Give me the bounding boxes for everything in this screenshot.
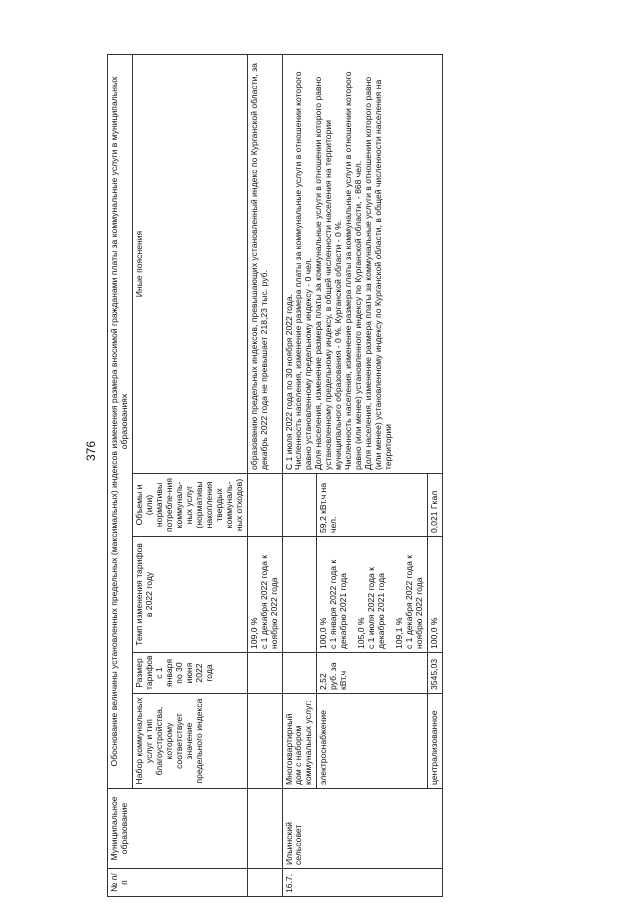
header-volume: Объемы и (или) нормативы потребле-ния коммуналь-ных услуг (нормативы накопления твердых коммуналь-ных отходов)	[132, 474, 247, 537]
cell-municipality	[247, 789, 282, 869]
cell-municipality: Ильинский сельсовет	[282, 789, 443, 869]
cell-volume: 0,021 Гкал	[428, 474, 443, 537]
header-size: Размер тарифов с 1 января по 30 июня 2022 года	[132, 653, 247, 694]
header-municipality: Муниципальное образование	[108, 789, 248, 869]
cell-size	[247, 653, 282, 694]
header-notes: Иные пояснения	[132, 55, 247, 474]
cell-notes: образованию предельных индексов, превышающих установленный индекс по Курганской области, за декабрь 2022 года не превышает 218,23 тыс. руб.	[247, 55, 282, 474]
page-number: 376	[84, 440, 98, 462]
cell-rate: 109,0 % с 1 декабря 2022 года к ноябрю 2022 года	[247, 537, 282, 653]
table-row	[247, 55, 282, 897]
cell-rate	[282, 537, 317, 653]
cell-notes: С 1 июля 2022 года по 30 ноября 2022 года. Численность населения, изменение размера платы за коммунальные услуги в отношении которого равно установленному предельному индексу - 0 чел. Доля населения, изменение размера платы за коммунальные услуги в отношении которого равно установленному предельному индексу, в общей численности населения на территории муниципального образования - 0 %. Курганской области - 0 %. Численность населения, изменение размера платы за коммунальные услуги в отношении которого равно (или менее) установленного индексу по Курганской области, - 868 чел. Доля населения, изменение размера платы за коммунальные услуги в отношении которого равно (или менее) установленному индексу по Курганской области, в общей численности населения на территории	[282, 55, 443, 474]
header-group-title: Обоснование величины установленных предельных (максимальных) индексов изменения размера вносимой гражданами платы за коммунальные услуги в муниципальных образованиях	[108, 55, 133, 789]
rate-part-2: 105,0 % с 1 июля 2022 года к декабрю 2021 года	[356, 567, 387, 649]
cell-set	[247, 694, 282, 789]
header-rate: Темп изменения тарифов в 2022 году	[132, 537, 247, 653]
header-row-1	[108, 55, 133, 897]
header-set: Набор коммунальных услуг и тип благоустройства, которому соответствует значение предельного индекса	[132, 694, 247, 789]
cell-volume: 59,2 кВт.ч на чел.	[317, 474, 428, 537]
cell-num: 16.7.	[282, 869, 443, 897]
cell-size: 2,52 руб. за кВт.ч	[317, 653, 428, 694]
rate-part-3: 109,1 % с 1 декабря 2022 года к ноябрю 2022 года	[394, 554, 425, 649]
header-row-2	[132, 55, 247, 897]
cell-set: централизованное	[428, 694, 443, 789]
cell-rate: 100,0 %	[428, 537, 443, 653]
table-row	[282, 55, 317, 897]
rate-part-1: 100,0 % с 1 января 2022 года к декабрю 2021 года	[318, 559, 349, 649]
cell-num	[247, 869, 282, 897]
header-num: № п/п	[108, 869, 248, 897]
cell-rate	[317, 537, 428, 653]
justification-table	[107, 54, 443, 897]
cell-size	[282, 653, 317, 694]
cell-set: Многоквартирный дом с набором коммунальных услуг:	[282, 694, 317, 789]
rotated-table-container	[107, 55, 602, 897]
cell-set: электроснабжение	[317, 694, 428, 789]
cell-volume	[247, 474, 282, 537]
cell-volume	[282, 474, 317, 537]
cell-size: 3545,03	[428, 653, 443, 694]
